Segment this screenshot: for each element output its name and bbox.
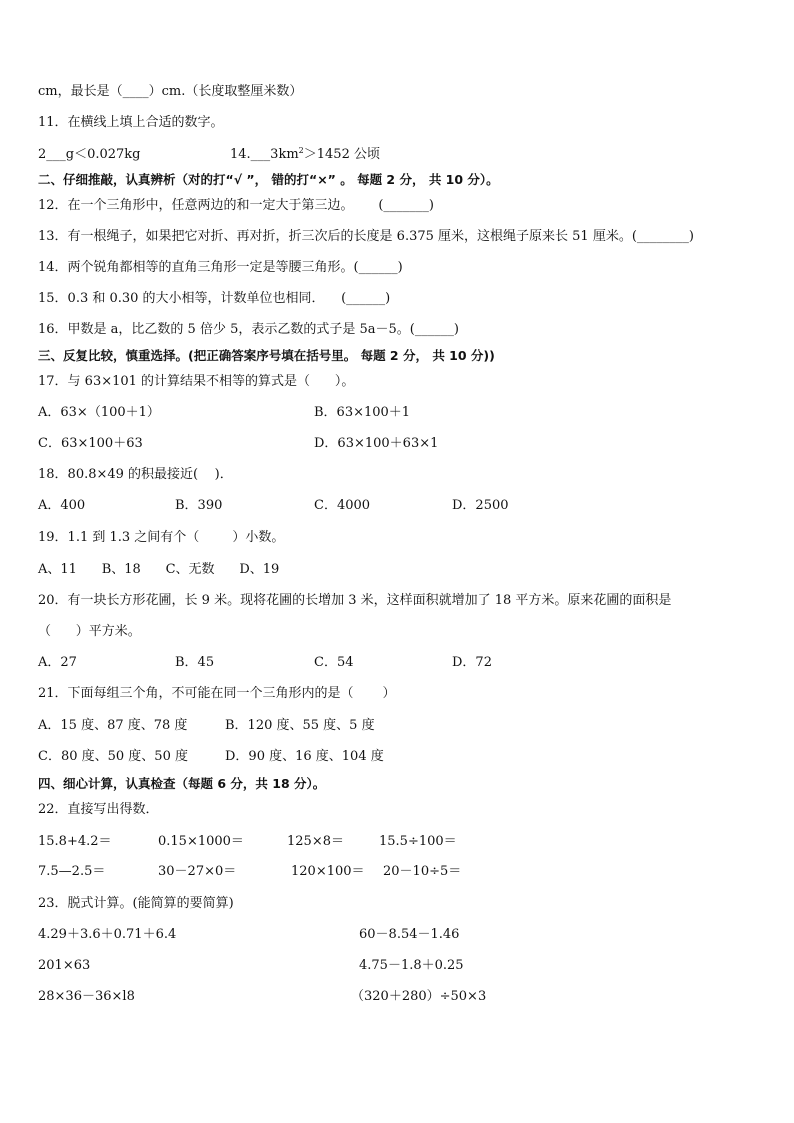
q20-option-b: B．45 [175, 655, 215, 670]
q14: 14．两个锐角都相等的直角三角形一定是等腰三角形。(______) [38, 260, 403, 275]
section-4-heading: 四、细心计算，认真检查（每题 6 分，共 18 分）。 [38, 776, 326, 791]
q20-stem: 20．有一块长方形花圃，长 9 米。现将花圃的长增加 3 米，这样面积就增加了 18 平方米。原来花圃的面积是 [38, 593, 672, 608]
q20-option-c: C．54 [314, 655, 354, 670]
q23-expr-1: 4.29＋3.6＋0.71＋6.4 [38, 927, 177, 942]
q13: 13．有一根绳子，如果把它对折、再对折，折三次后的长度是 6.375 厘米，这根绳子原来长 51 厘米。(________) [38, 229, 694, 244]
q22-expr-8: 20－10÷5＝ [383, 864, 462, 879]
q17-option-c: C．63×100＋63 [38, 436, 143, 451]
q23-expr-2: 60－8.54－1.46 [359, 927, 460, 942]
q22-expr-5: 7.5—2.5＝ [38, 864, 106, 879]
q23-expr-5: 28×36－36×l8 [38, 989, 135, 1004]
q22-expr-6: 30－27×0＝ [158, 864, 237, 879]
q12: 12．在一个三角形中，任意两边的和一定大于第三边。 (_______) [38, 198, 434, 213]
q22-expr-4: 15.5÷100＝ [379, 834, 457, 849]
q21-option-b: B．120 度、55 度、5 度 [225, 718, 375, 733]
q21-option-d: D．90 度、16 度、104 度 [225, 749, 384, 764]
q23-expr-3: 201×63 [38, 958, 91, 973]
q11-item-b: $14.\_\_\_3km^2>1452$ 公顷 [230, 146, 380, 162]
q17-option-b: B．63×100＋1 [314, 405, 411, 420]
q10-tail: cm，最长是（____）cm.（长度取整厘米数） [38, 84, 303, 99]
q23-expr-4: 4.75－1.8＋0.25 [359, 958, 464, 973]
q21-option-a: A．15 度、87 度、78 度 [38, 718, 188, 733]
q17-option-d: D．63×100＋63×1 [314, 436, 439, 451]
q20-option-d: D．72 [452, 655, 492, 670]
q20-stem-cont: （ ）平方米。 [38, 624, 141, 639]
q22-stem: 22．直接写出得数． [38, 802, 159, 817]
q19-options: A、11 B、18 C、无数 D、19 [38, 562, 280, 577]
q18-option-b: B．390 [175, 498, 223, 513]
section-2-heading: 二、仔细推敲，认真辨析（对的打“√ ”， 错的打“×” 。 每题 2 分， 共 10 分）。 [38, 172, 499, 187]
q17-stem: 17．与 63×101 的计算结果不相等的算式是（ ）。 [38, 374, 355, 389]
q18-option-d: D．2500 [452, 498, 509, 513]
q18-stem: 18．80.8×49 的积最接近( )． [38, 467, 233, 482]
q21-option-c: C．80 度、50 度、50 度 [38, 749, 188, 764]
q23-stem: 23．脱式计算。(能简算的要简算) [38, 896, 234, 911]
q22-expr-1: 15.8+4.2＝ [38, 834, 112, 849]
q22-expr-7: 120×100＝ [291, 864, 365, 879]
q19-stem: 19．1.1 到 1.3 之间有个（ ）小数。 [38, 530, 285, 545]
q15: 15．0.3 和 0.30 的大小相等，计数单位也相同． (______) [38, 291, 391, 306]
q17-option-a: A．63×（100＋1） [38, 405, 160, 420]
q20-option-a: A．27 [38, 655, 77, 670]
q23-expr-6: （320＋280）÷50×3 [351, 989, 487, 1004]
section-3-heading: 三、反复比较，慎重选择。(把正确答案序号填在括号里。 每题 2 分， 共 10 分)) [38, 348, 495, 363]
q11-item-a: 2___g＜0.027kg [38, 147, 141, 162]
q21-stem: 21．下面每组三个角，不可能在同一个三角形内的是（ ） [38, 686, 396, 701]
q18-option-c: C．4000 [314, 498, 371, 513]
q22-expr-3: 125×8＝ [287, 834, 344, 849]
q11-stem: 11．在横线上填上合适的数字。 [38, 115, 224, 130]
q18-option-a: A．400 [38, 498, 86, 513]
q22-expr-2: 0.15×1000＝ [158, 834, 244, 849]
q16: 16．甲数是 a，比乙数的 5 倍少 5，表示乙数的式子是 5a－5。(______) [38, 322, 459, 337]
